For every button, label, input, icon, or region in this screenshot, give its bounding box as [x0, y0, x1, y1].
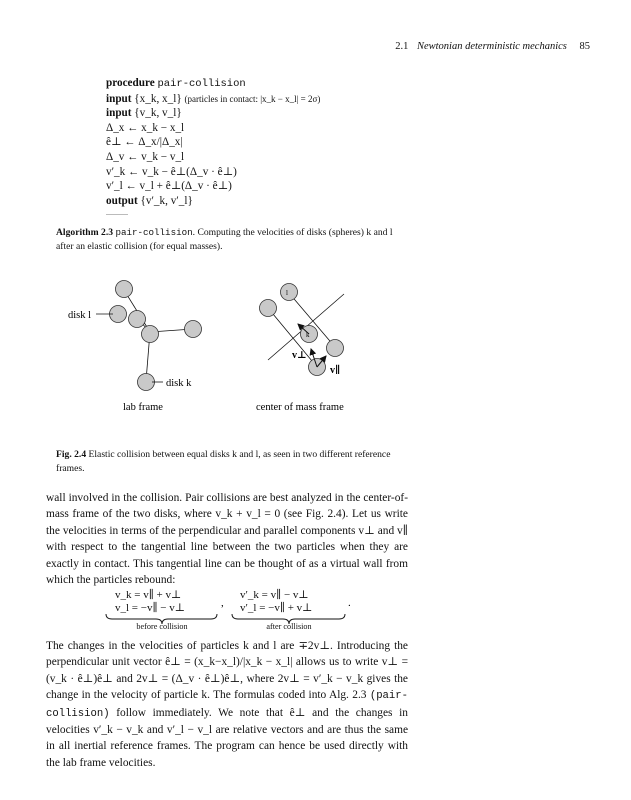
paragraph-2 [46, 638, 408, 771]
algorithm-caption [56, 226, 401, 253]
algo-line-1-note: (particles in contact: |x_k − x_l| = 2σ) [184, 93, 321, 104]
paragraph-2-part-b: follow immediately. We note that ê⊥ and the changes in velocities v′_k − v_k and v′_l − v_l are relative vectors and are thus the same in all inertial reference frames. The program can hence be used directly with the lab frame velocities. [46, 706, 408, 769]
running-title: Newtonian deterministic mechanics [416, 41, 567, 52]
disk-circle [129, 311, 146, 328]
paragraph-1: wall involved in the collision. Pair collisions are best analyzed in the center-of-mass frame of the two disks, where v_k + v_l = 0 (see Fig. 2.4). Let us write the velocities in terms of the perpendicular and parallel components v⊥ and v∥ with respect to the tangential line between the two particles when they are exactly in contact. This tangential line can be thought of as a virtual wall from which the particles rebound: [46, 492, 408, 587]
output-keyword: output [106, 194, 138, 207]
paragraph-2-code: (pair-collision) [46, 690, 408, 720]
algo-line-2: {v_k, v_l} [134, 107, 182, 120]
fig-caption-label: Fig. 2.4 [56, 449, 87, 460]
label-cm-frame: center of mass frame [256, 402, 344, 413]
figure-collision [0, 270, 631, 420]
figure-caption [56, 448, 401, 475]
input-keyword-2: input [106, 107, 132, 120]
label-after-collision: after collision [266, 622, 312, 631]
algo-caption-label: Algorithm 2.3 [56, 227, 114, 238]
disk-circle [185, 321, 202, 338]
fig-caption-text: Elastic collision between equal disks k and l, as seen in two different reference frames. [56, 449, 391, 474]
eq-before-row2: v_l = −v∥ − v⊥ [115, 602, 186, 614]
algo-line-3: Δ_x ← x_k − x_l [106, 121, 185, 134]
label-before-collision: before collision [136, 622, 188, 631]
algo-line-8: {v′_k, v′_l} [140, 194, 193, 207]
disk-circle [327, 340, 344, 357]
algo-line-1: {x_k, x_l} [134, 92, 182, 105]
page-number: 85 [579, 41, 590, 52]
label-lab-frame: lab frame [123, 402, 163, 413]
label-k-small: k [306, 331, 310, 339]
label-l-small: l [286, 289, 288, 297]
cm-frame-diagram [256, 284, 344, 414]
eq-before-row1: v_k = v∥ + v⊥ [115, 589, 182, 601]
label-disk-k: disk k [166, 378, 192, 389]
algo-line-4: ê⊥ ← Δ_x/|Δ_x| [106, 136, 183, 149]
section-number: 2.1 [395, 41, 409, 52]
label-disk-l: disk l [68, 310, 92, 321]
svg-text:.: . [348, 597, 351, 609]
running-header [0, 41, 590, 52]
svg-text:,: , [221, 597, 224, 609]
disk-circle [260, 300, 277, 317]
input-keyword: input [106, 92, 132, 105]
algo-line-7: v′_l ← v_l + ê⊥(Δ_v · ê⊥) [106, 180, 232, 193]
eq-after-row2: v′_l = −v∥ + v⊥ [240, 602, 313, 614]
algo-caption-text: . Computing the velocities of disks (spheres) k and l after an elastic collision (for equal masses). [56, 227, 393, 252]
algorithm-listing [106, 76, 320, 215]
disk-circle [138, 374, 155, 391]
lab-frame-diagram [68, 281, 202, 414]
procedure-name: pair-collision [157, 78, 246, 90]
disk-circle [142, 326, 159, 343]
algo-line-6: v′_k ← v_k − ê⊥(Δ_v · ê⊥) [106, 165, 237, 178]
label-v-perp: v⊥ [292, 350, 307, 361]
eq-after-row1: v′_k = v∥ − v⊥ [240, 589, 309, 601]
algo-line-5: Δ_v ← v_k − v_l [106, 150, 185, 163]
label-v-par: v∥ [330, 365, 341, 376]
algo-end-rule [106, 214, 128, 215]
disk-circle [281, 284, 298, 301]
paragraph-2-part-a: The changes in the velocities of particles k and l are ∓2v⊥. Introducing the perpendicular unit vector ê⊥ = (x_k−x_l)/|x_k − x_l| allows us to write v⊥ = (v_k · ê⊥)ê⊥ and 2v⊥ = (Δ_v · ê⊥)ê⊥, where 2v⊥ = v′_k − v_k gives the change in the velocity of particle k. The formulas coded into Alg. 2.3 [46, 640, 408, 702]
algo-caption-name: pair-collision [115, 227, 193, 238]
disk-circle [116, 281, 133, 298]
procedure-keyword: procedure [106, 77, 155, 89]
